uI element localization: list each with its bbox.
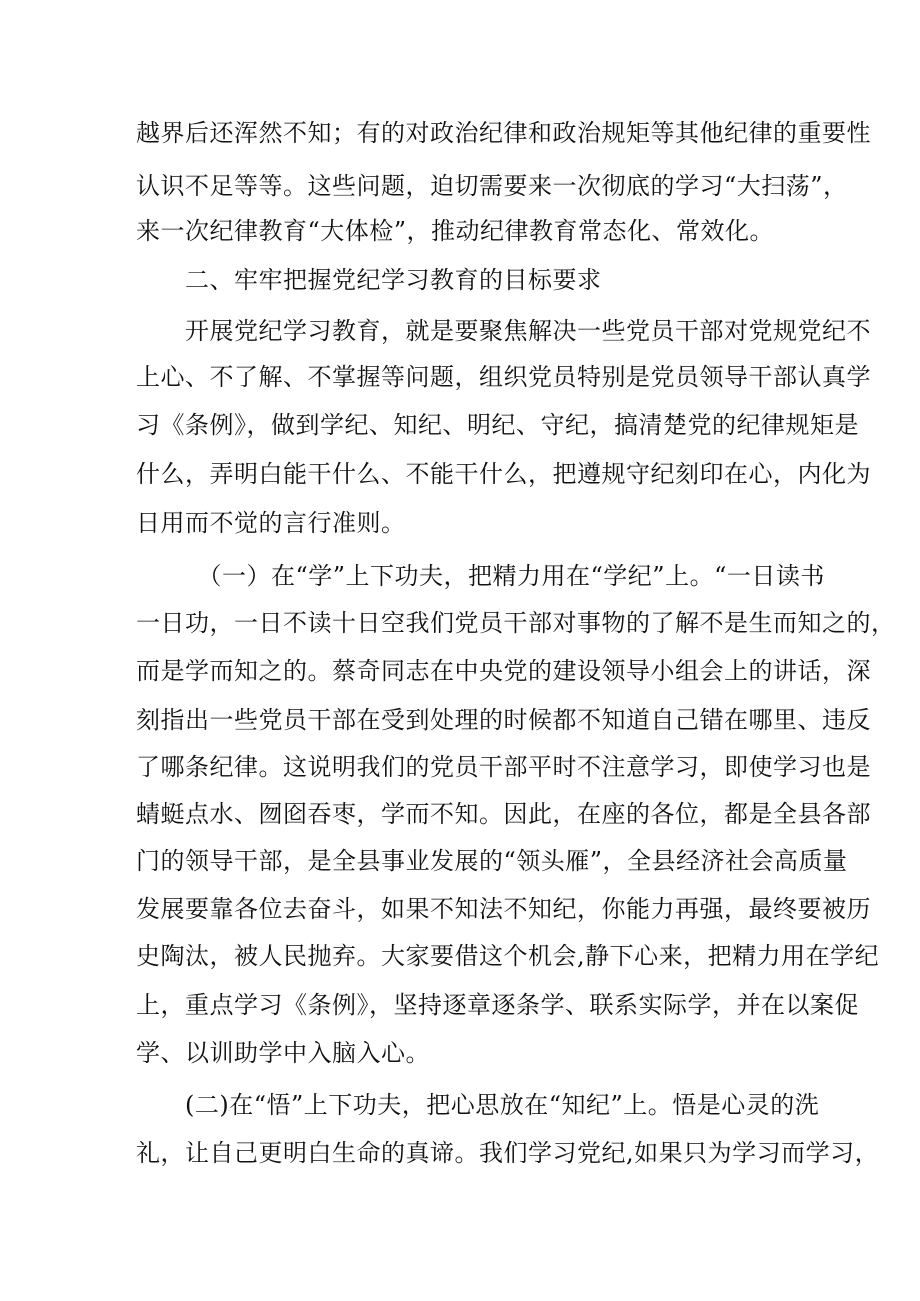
text-line: 学、以训助学中入脑入心。	[136, 1039, 430, 1067]
text-line: 上，重点学习《条例》，坚持逐章逐条学、联系实际学，并在以案促	[136, 991, 859, 1019]
text-line: 了哪条纪律。这说明我们的党员干部平时不注意学习，即使学习也是	[136, 753, 871, 781]
text-line: 礼，让自己更明白生命的真谛。我们学习党纪,如果只为学习而学习，	[136, 1139, 880, 1167]
text-line: 开展党纪学习教育，就是要聚焦解决一些党员干部对党规党纪不	[136, 317, 871, 345]
text-line: 日用而不觉的言行准则。	[136, 509, 406, 537]
text-line: 一日功，一日不读十日空我们党员干部对事物的了解不是生而知之的，	[136, 609, 896, 637]
text-line: 上心、不了解、不掌握等问题，组织党员特别是党员领导干部认真学	[136, 363, 871, 391]
text-line: 什么，弄明白能干什么、不能干什么，把遵规守纪刻印在心，内化为	[136, 460, 871, 488]
text-line: 习《条例》，做到学纪、知纪、明纪、守纪，搞清楚党的纪律规矩是	[136, 411, 859, 439]
text-line: 门的领导干部，是全县事业发展的“领头雁”，全县经济社会高质量	[136, 847, 848, 875]
text-line: 蜻蜓点水、囫囵吞枣，学而不知。因此，在座的各位，都是全县各部	[136, 800, 871, 828]
section-heading: 二、牢牢把握党纪学习教育的目标要求	[136, 266, 602, 294]
text-line: （一）在“学”上下功夫，把精力用在“学纪”上。“一日读书	[136, 562, 825, 590]
text-line: 发展要靠各位去奋斗，如果不知法不知纪，你能力再强，最终要被历	[136, 895, 871, 923]
text-line: (二)在“悟”上下功夫，把心思放在“知纪”上。悟是心灵的洗	[136, 1091, 820, 1119]
text-line: 而是学而知之的。蔡奇同志在中央党的建设领导小组会上的讲话，深	[136, 657, 871, 685]
text-line: 刻指出一些党员干部在受到处理的时候都不知道自己错在哪里、违反	[136, 706, 871, 734]
text-line: 史陶汰，被人民抛弃。大家要借这个机会,静下心来，把精力用在学纪	[136, 942, 880, 970]
text-line: 来一次纪律教育“大体检”，推动纪律教育常态化、常效化。	[136, 217, 775, 245]
text-line: 认识不足等等。这些问题，迫切需要来一次彻底的学习“大扫荡”，	[136, 172, 848, 200]
text-line: 越界后还浑然不知；有的对政治纪律和政治规矩等其他纪律的重要性	[136, 119, 871, 147]
